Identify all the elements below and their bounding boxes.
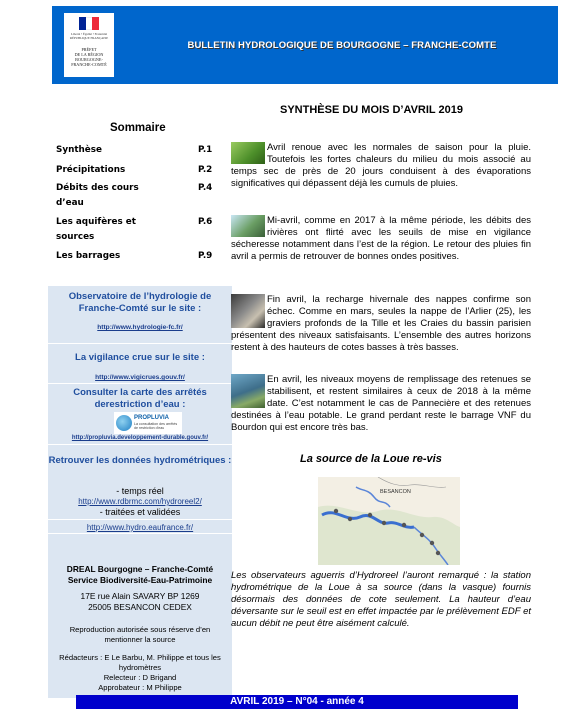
toc-item[interactable] <box>56 143 226 158</box>
observatoire-title: Observatoire de l’hydrologie de Franche-Comté sur le site : <box>68 291 212 314</box>
donnees-title: Retrouver les données hydrométriques : <box>48 455 232 466</box>
logo-motto: Liberté • Égalité • Fraternité RÉPUBLIQUE FRANÇAISE <box>69 32 109 40</box>
paragraph-text: Mi-avril, comme en 2017 à la même période, les débits des rivières ont flirté avec les seuils de mise en vigilance sécheresse notamment dans l’est de la région. Le retour des pluies fin avril a permis de retrouver de bonnes ondes positives. <box>231 215 531 262</box>
toc-label: Les barrages <box>56 251 121 261</box>
propluvia-name: PROPLUVIA <box>134 415 170 421</box>
propluvia-link[interactable]: http://propluvia.developpement-durable.gouv.fr/ <box>71 435 209 441</box>
toc-page: P.6 <box>198 217 213 227</box>
sidebar-divider <box>48 519 232 520</box>
prefecture-logo <box>64 13 114 77</box>
loue-map <box>318 477 460 565</box>
bulletin-title: BULLETIN HYDROLOGIQUE DE BOURGOGNE – FRANCHE-COMTE <box>187 40 497 51</box>
redacteurs: Rédacteurs : E Le Barbu, M. Philippe et tous les hydromètres <box>59 653 221 672</box>
paragraph-nappes <box>231 294 531 354</box>
dreal-name: DREAL Bourgogne – Franche-Comté <box>66 564 214 574</box>
toc-label: Les aquifères et sources <box>56 217 136 242</box>
aquifer-photo-icon <box>231 294 265 328</box>
sidebar-divider <box>48 533 232 534</box>
toc-item[interactable] <box>56 249 226 264</box>
rain-photo-icon <box>231 142 265 164</box>
vigilance-link[interactable]: http://www.vigicrues.gouv.fr/ <box>95 374 185 381</box>
toc-page: P.1 <box>198 145 213 155</box>
address-line-2: 25005 BESANCON CEDEX <box>88 602 192 612</box>
flag-white <box>86 17 93 30</box>
station-marker[interactable] <box>368 513 372 517</box>
station-marker[interactable] <box>430 541 434 545</box>
map-city-label: BESANCON <box>380 489 411 495</box>
traitees-label: - traitées et validées <box>99 507 181 517</box>
traitees-link[interactable]: http://www.hydro.eaufrance.fr/ <box>86 523 194 532</box>
paragraph-text: En avril, les niveaux moyens de remplissage des retenues se stabilisent, et restent similaires à ceux de 2018 à la même date. C’est notamment le cas de Pannecière et des retenues destinées à l’eau potable. Le grand perdant reste le barrage VNF du Bourdon qui est encore très bas. <box>231 374 531 433</box>
logo-prefecture: PRÉFET DE LA RÉGION BOURGOGNE- FRANCHE-COMTÉ <box>71 47 107 67</box>
info-sidebar <box>48 286 232 698</box>
flag-blue <box>79 17 86 30</box>
toc-label: Précipitations <box>56 165 126 175</box>
station-marker[interactable] <box>382 521 386 525</box>
drop-icon <box>116 415 132 431</box>
toc-item[interactable] <box>56 181 226 211</box>
loue-title: La source de la Loue re-vis <box>300 453 442 465</box>
footer-banner: AVRIL 2019 – N°04 - année 4 <box>76 695 518 709</box>
header-banner <box>52 6 558 84</box>
toc-label: Synthèse <box>56 145 102 155</box>
paragraph-text: Fin avril, la recharge hivernale des nappes confirme son échec. Comme en mars, seules la nappe de l’Arlier (25), les graviers profonds de la Tille et les Craies du bassin parisien présentent des niveaux satisfaisants. L’ensemble des autres horizons restent à des hauteurs de cotes basses à très basses. <box>231 294 531 353</box>
paragraph-barrages <box>231 374 531 434</box>
temps-reel-label: - temps réel <box>116 486 164 496</box>
temps-reel-link[interactable]: http://www.rdbrmc.com/hydroreel2/ <box>78 497 202 506</box>
toc-item[interactable] <box>56 163 226 178</box>
propluvia-logo[interactable] <box>114 412 182 434</box>
loue-paragraph: Les observateurs aguerris d’Hydroreel l’auront remarqué : la station hydrométrique de la Loue à sa source (dans la vasque) fournis désormais des données de cote seulement. La hauteur d’eau déversante sur le seuil est en effet impactée par le prélèvement EDF et aucun débit ne peut être aisément calculé. <box>231 570 531 629</box>
station-marker[interactable] <box>334 509 338 513</box>
paragraph-debits <box>231 215 531 263</box>
vigilance-title: La vigilance crue sur le site : <box>75 352 205 363</box>
toc-label: Débits des cours d’eau <box>56 183 139 208</box>
station-marker[interactable] <box>402 523 406 527</box>
sommaire-title: Sommaire <box>110 122 166 134</box>
flag-red <box>92 17 99 30</box>
synthese-title: SYNTHÈSE DU MOIS D’AVRIL 2019 <box>280 104 463 116</box>
observatoire-link[interactable]: http://www.hydrologie-fc.fr/ <box>97 324 183 331</box>
sidebar-divider <box>48 343 232 344</box>
station-marker[interactable] <box>436 551 440 555</box>
toc-page: P.4 <box>198 183 213 193</box>
address-line-1: 17E rue Alain SAVARY BP 1269 <box>80 591 200 601</box>
paragraph-text: Avril renoue avec les normales de saison pour la pluie. Toutefois les fortes chaleurs du milieu du mois associé au temps sec de près de 20 jours conduisent à des évaporations significatives qui dépassent déjà les cumuls de pluies. <box>231 142 531 189</box>
toc-item[interactable] <box>56 215 226 245</box>
service-name: Service Biodiversité-Eau-Patrimoine <box>67 575 213 585</box>
relecteur: Relecteur : D Brigand <box>103 673 177 682</box>
toc-page: P.2 <box>198 165 213 175</box>
paragraph-pluie <box>231 142 531 190</box>
station-marker[interactable] <box>420 533 424 537</box>
propluvia-subtitle: La consultation des arrêtés de restriction d'eau <box>134 422 178 430</box>
reproduction-note: Reproduction autorisée sous réserve d’en mentionner la source <box>69 625 211 644</box>
sidebar-divider <box>48 444 232 445</box>
toc-page: P.9 <box>198 251 213 261</box>
approbateur: Approbateur : M Philippe <box>98 683 182 692</box>
station-marker[interactable] <box>348 517 352 521</box>
marianne-flag-icon <box>79 17 99 30</box>
river-photo-icon <box>231 215 265 237</box>
arretes-title: Consulter la carte des arrêtés derestriction d’eau : <box>73 387 207 410</box>
dam-photo-icon <box>231 374 265 408</box>
sidebar-divider <box>48 383 232 384</box>
